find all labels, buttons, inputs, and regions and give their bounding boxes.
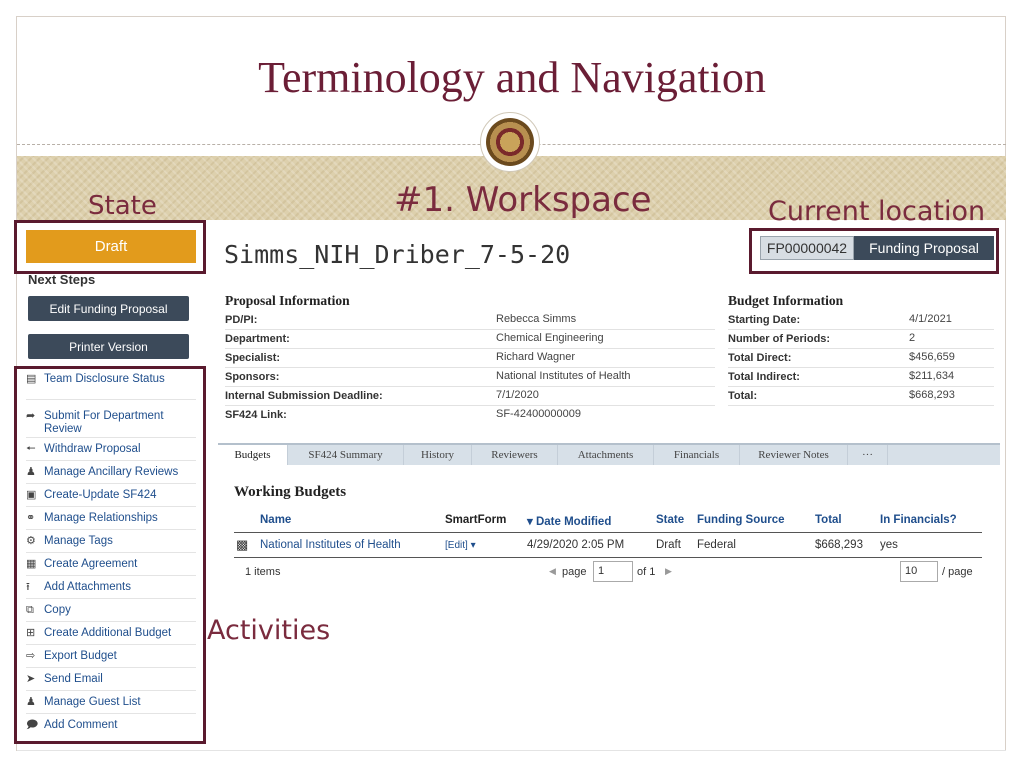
budget-info-heading: Budget Information <box>728 293 844 308</box>
budget-funding-source: Federal <box>697 539 736 551</box>
budget-row-total-direct: Total Direct: $456,659 <box>728 349 994 368</box>
page-number-input[interactable]: 1 <box>593 561 633 582</box>
info-row-specialist: Specialist: Richard Wagner <box>225 349 715 368</box>
info-row-department: Department: Chemical Engineering <box>225 330 715 349</box>
add-document-icon: ⊞ <box>26 627 36 639</box>
next-page-icon[interactable]: ▶ <box>665 566 672 576</box>
annotation-activities: Activities <box>207 615 331 646</box>
column-header-total[interactable]: Total <box>815 514 842 526</box>
workspace-title: Simms_NIH_Driber_7-5-20 <box>224 240 571 269</box>
tab-reviewers[interactable]: Reviewers <box>472 445 558 465</box>
smartform-edit-dropdown[interactable]: [Edit] ▾ <box>445 540 476 551</box>
activity-manage-ancillary-reviews[interactable]: ♟ Manage Ancillary Reviews <box>26 461 196 484</box>
table-row-divider <box>234 557 982 558</box>
table-header-divider <box>234 532 982 533</box>
state-badge: Draft <box>26 230 196 263</box>
budget-in-financials: yes <box>880 539 898 551</box>
budget-row-number-of-periods: Number of Periods: 2 <box>728 330 994 349</box>
column-header-funding-source[interactable]: Funding Source <box>697 514 785 526</box>
send-icon: ➤ <box>26 673 36 685</box>
document-icon: ▣ <box>26 489 37 501</box>
activity-withdraw-proposal[interactable]: 🠔 Withdraw Proposal <box>26 438 196 461</box>
activity-create-additional-budget[interactable]: ⊞ Create Additional Budget <box>26 622 196 645</box>
state-highlight-box <box>14 220 206 274</box>
info-row-pdpi: PD/PI: Rebecca Simms <box>225 311 715 330</box>
share-arrow-icon: ➦ <box>26 410 36 422</box>
budget-name-link[interactable]: National Institutes of Health <box>260 539 401 551</box>
breadcrumb-id[interactable]: FP00000042 <box>760 236 854 260</box>
university-seal-logo <box>480 112 540 172</box>
activity-manage-relationships[interactable]: ⚭ Manage Relationships <box>26 507 196 530</box>
proposal-info-heading: Proposal Information <box>225 293 350 308</box>
prev-page-icon[interactable]: ◀ <box>549 566 556 576</box>
annotation-state: State <box>88 191 157 221</box>
copy-icon: ⧉ <box>26 604 34 616</box>
printer-version-button[interactable]: Printer Version <box>28 334 189 359</box>
tab-budgets[interactable]: Budgets <box>218 445 288 465</box>
budget-state: Draft <box>656 539 681 551</box>
activity-create-agreement[interactable]: ▦ Create Agreement <box>26 553 196 576</box>
activity-add-comment[interactable]: 🗩 Add Comment <box>26 719 118 731</box>
activity-team-disclosure-status[interactable]: ▤ Team Disclosure Status <box>26 372 196 400</box>
column-header-smartform: SmartForm <box>445 514 507 526</box>
slide-bottom-divider <box>17 750 1006 751</box>
workspace-tabs <box>218 443 1000 465</box>
tab-sf424-summary[interactable]: SF424 Summary <box>288 445 404 465</box>
activity-export-budget[interactable]: ⇨ Export Budget <box>26 645 196 668</box>
working-budgets-heading: Working Budgets <box>234 484 347 500</box>
activity-copy[interactable]: ⧉ Copy <box>26 599 196 622</box>
export-icon: ⇨ <box>26 650 36 662</box>
next-steps-heading: Next Steps <box>28 272 96 287</box>
gear-icon: ⚙ <box>26 535 36 547</box>
slide-title: Terminology and Navigation <box>258 53 766 102</box>
column-header-name[interactable]: Name <box>260 514 292 526</box>
page-of-label: of 1 <box>637 566 656 578</box>
column-header-state[interactable]: State <box>656 514 685 526</box>
per-page-label: / page <box>942 566 973 578</box>
info-row-sf424-link: SF424 Link: SF-42400000009 <box>225 408 582 421</box>
activity-add-attachments[interactable]: ⭱ Add Attachments <box>26 576 196 599</box>
document-edit-icon: ▦ <box>26 558 37 570</box>
column-header-in-financials[interactable]: In Financials? <box>880 514 957 526</box>
annotation-workspace: #1. Workspace <box>394 180 652 220</box>
folder-icon: ▩ <box>236 537 249 552</box>
budget-row-starting-date: Starting Date: 4/1/2021 <box>728 311 994 330</box>
activity-manage-tags[interactable]: ⚙ Manage Tags <box>26 530 196 553</box>
link-icon: ⚭ <box>26 512 36 524</box>
tab-attachments[interactable]: Attachments <box>558 445 654 465</box>
activity-submit-for-department-review[interactable]: ➦ Submit For Department Review <box>26 400 196 438</box>
budget-date-modified: 4/29/2020 2:05 PM <box>527 539 625 551</box>
annotation-current-location: Current location <box>768 196 986 227</box>
comment-icon: 🗩 <box>26 719 39 731</box>
current-location-highlight-box <box>749 228 999 274</box>
activity-send-email[interactable]: ➤ Send Email <box>26 668 196 691</box>
users-icon: ♟ <box>26 466 36 478</box>
page-label: page <box>562 566 587 578</box>
activity-create-update-sf424[interactable]: ▣ Create-Update SF424 <box>26 484 196 507</box>
activity-manage-guest-list[interactable]: ♟ Manage Guest List <box>26 691 196 714</box>
arrow-left-icon: 🠔 <box>26 443 36 455</box>
edit-funding-proposal-button[interactable]: Edit Funding Proposal <box>28 296 189 321</box>
tab-history[interactable]: History <box>404 445 472 465</box>
seal-emblem-icon <box>486 118 534 166</box>
activities-highlight-box <box>14 366 206 744</box>
users-icon: ♟ <box>26 696 36 708</box>
budget-row-total-indirect: Total Indirect: $211,634 <box>728 368 994 387</box>
budget-total: $668,293 <box>815 539 863 551</box>
budget-row-total: Total: $668,293 <box>728 387 994 406</box>
tab-financials[interactable]: Financials <box>654 445 740 465</box>
tab-more[interactable]: ··· <box>848 445 888 465</box>
upload-icon: ⭱ <box>26 581 30 593</box>
column-header-date-modified[interactable]: ▾ Date Modified <box>527 516 612 528</box>
per-page-input[interactable]: 10 <box>900 561 938 582</box>
breadcrumb-type[interactable]: Funding Proposal <box>854 236 994 260</box>
list-icon: ▤ <box>26 373 37 385</box>
items-count: 1 items <box>245 566 281 578</box>
info-row-sponsors: Sponsors: National Institutes of Health <box>225 368 715 387</box>
info-row-deadline: Internal Submission Deadline: 7/1/2020 <box>225 387 715 406</box>
tab-reviewer-notes[interactable]: Reviewer Notes <box>740 445 848 465</box>
